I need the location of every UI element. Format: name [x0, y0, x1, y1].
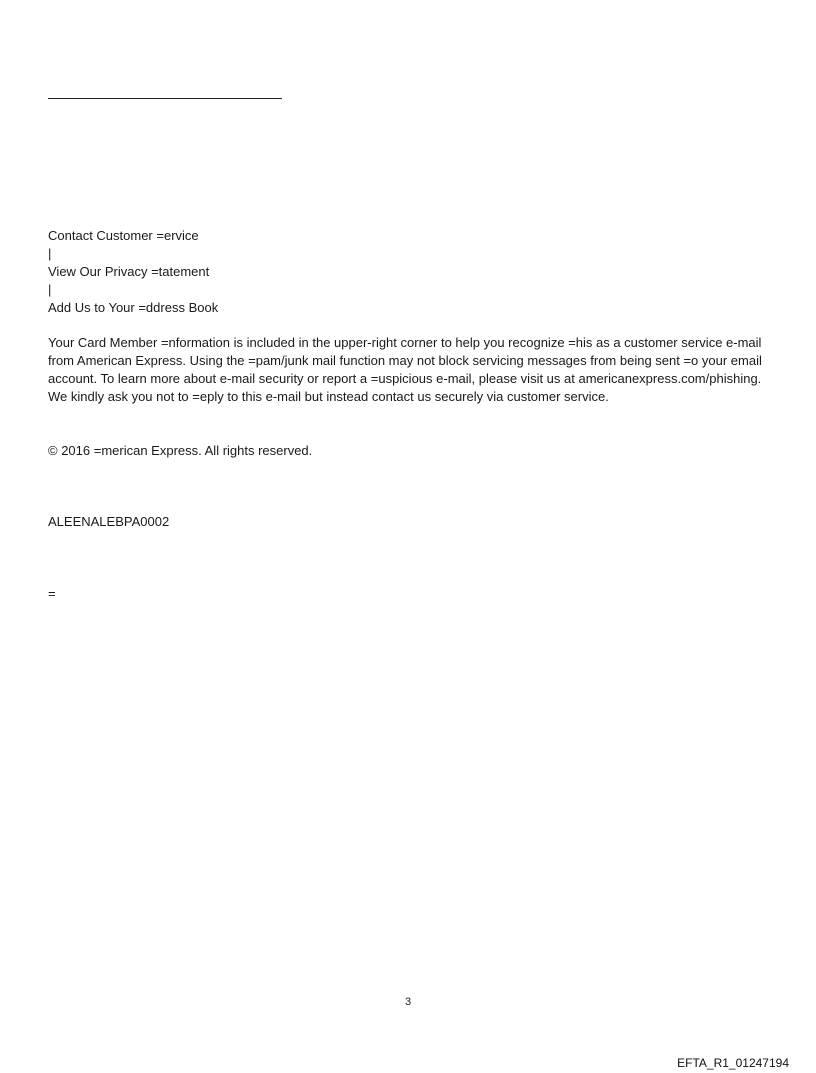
address-book-link[interactable]: Add Us to Your =ddress Book	[48, 300, 219, 315]
privacy-statement-link[interactable]: View Our Privacy =tatement	[48, 264, 210, 279]
reference-code: ALEENALEBPA0002	[48, 514, 170, 529]
bates-number: EFTA_R1_01247194	[677, 1056, 789, 1070]
security-notice: Your Card Member =nformation is included in the upper-right corner to help you recognize =his as a customer service e-mail from American Express. Using the =pam/junk mail function may not block servicing messages from being sent =o your email account. To learn more about e-mail security or report a =uspicious e-mail, please visit us at americanexpress.com/phishing. We kindly ask you not to =eply to this e-mail but instead contact us securely via customer service.	[48, 335, 762, 404]
copyright-text: © 2016 =merican Express. All rights reserved.	[48, 443, 313, 458]
footer-links	[48, 227, 218, 317]
link-separator: |	[48, 246, 52, 261]
page-number: 3	[404, 996, 412, 1008]
contact-customer-service-link[interactable]: Contact Customer =ervice	[48, 228, 199, 243]
link-separator: |	[48, 282, 52, 297]
stray-character: =	[48, 586, 56, 601]
horizontal-rule	[48, 98, 282, 99]
